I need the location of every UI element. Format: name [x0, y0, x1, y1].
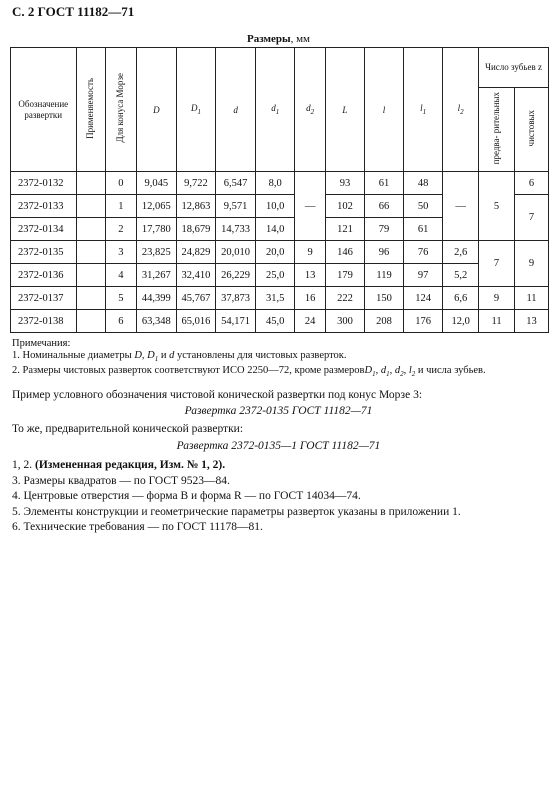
header-finishing: чистовых [515, 88, 549, 172]
note-2: 2. Размеры чистовых разверток соответствуют ИСО 2250—72, кроме размеровD$_1$, $d_1$, $d_2$, $l_2$ и числа зубьев. [12, 365, 486, 379]
header-d: d [216, 48, 256, 172]
table-row: 2372-0137 5 44,399 45,767 37,873 31,5 16 222 150 124 6,6 9 11 [11, 287, 549, 310]
list-item: 3. Размеры квадратов — по ГОСТ 9523—84. [12, 474, 230, 487]
table-row: 2372-0136 4 31,267 32,410 26,229 25,0 13 179 119 97 5,2 [11, 264, 549, 287]
header-l: l [364, 48, 403, 172]
header-applicability: Применяемость [76, 48, 106, 172]
header-l1: $l_1$ [404, 48, 443, 172]
header-l2: $l_2$ [443, 48, 479, 172]
z-fin-merged: 7 [515, 195, 549, 241]
header-D: D [136, 48, 176, 172]
example2-intro: То же, предварительной конической развертки: [12, 423, 244, 435]
example1-intro: Пример условного обозначения чистовой конической развертки под конус Морзе 3: [12, 389, 423, 401]
table-row: 2372-0135 3 23,825 24,829 20,010 20,0 9 146 96 76 2,6 7 9 [11, 241, 549, 264]
example1-designation: Развертка 2372-0135 ГОСТ 11182—71 [184, 405, 373, 417]
caption-bold: Размеры [247, 33, 291, 45]
page-header: С. 2 ГОСТ 11182—71 [12, 4, 135, 19]
table-caption [0, 33, 557, 45]
caption-unit: , мм [290, 33, 310, 45]
requirements-list [12, 458, 461, 536]
header-d2: $d_2$ [295, 48, 326, 172]
header-d1: $d_1$ [256, 48, 295, 172]
list-item: 5. Элементы конструкции и геометрические параметры разверток указаны в приложении 1. [12, 505, 461, 518]
header-L: L [325, 48, 364, 172]
list-item: 1, 2. (Измененная редакция, Изм. № 1, 2). [12, 459, 226, 471]
d2-dash: — [295, 172, 326, 241]
notes-title: Примечания: [12, 338, 71, 349]
table-row: 2372-0138 6 63,348 65,016 54,171 45,0 24 300 208 176 12,0 11 13 [11, 310, 549, 333]
z-pre-merged: 5 [479, 172, 515, 241]
table-row: 2372-0133 1 12,065 12,863 9,571 10,0 102 66 50 7 [11, 195, 549, 218]
header-designation: Обозначение развертки [11, 48, 77, 172]
header-D1: $D_1$ [176, 48, 215, 172]
notes [12, 338, 552, 380]
list-item: 6. Технические требования — по ГОСТ 11178—81. [12, 521, 263, 533]
l2-dash: — [443, 172, 479, 241]
header-teeth-count: Число зубьев z [479, 48, 549, 88]
table-row: 2372-0132 0 9,045 9,722 6,547 8,0 — 93 61 48 — 5 6 [11, 172, 549, 195]
header-preliminary: предва- рительных [479, 88, 515, 172]
header-row-1 [11, 48, 549, 88]
z-pre-merged: 7 [479, 241, 515, 287]
list-item: 4. Центровые отверстия — форма В и форма R — по ГОСТ 14034—74. [12, 490, 361, 502]
z-fin-merged: 9 [515, 241, 549, 287]
dimensions-table [10, 47, 549, 333]
table-row: 2372-0134 2 17,780 18,679 14,733 14,0 121 79 61 [11, 218, 549, 241]
header-morse: Для конуса Морзе [106, 48, 137, 172]
example2-designation: Развертка 2372-0135—1 ГОСТ 11182—71 [176, 440, 381, 452]
note-1: 1. Номинальные диаметры D, $D_1$ и d установлены для чистовых разверток. [12, 350, 347, 364]
